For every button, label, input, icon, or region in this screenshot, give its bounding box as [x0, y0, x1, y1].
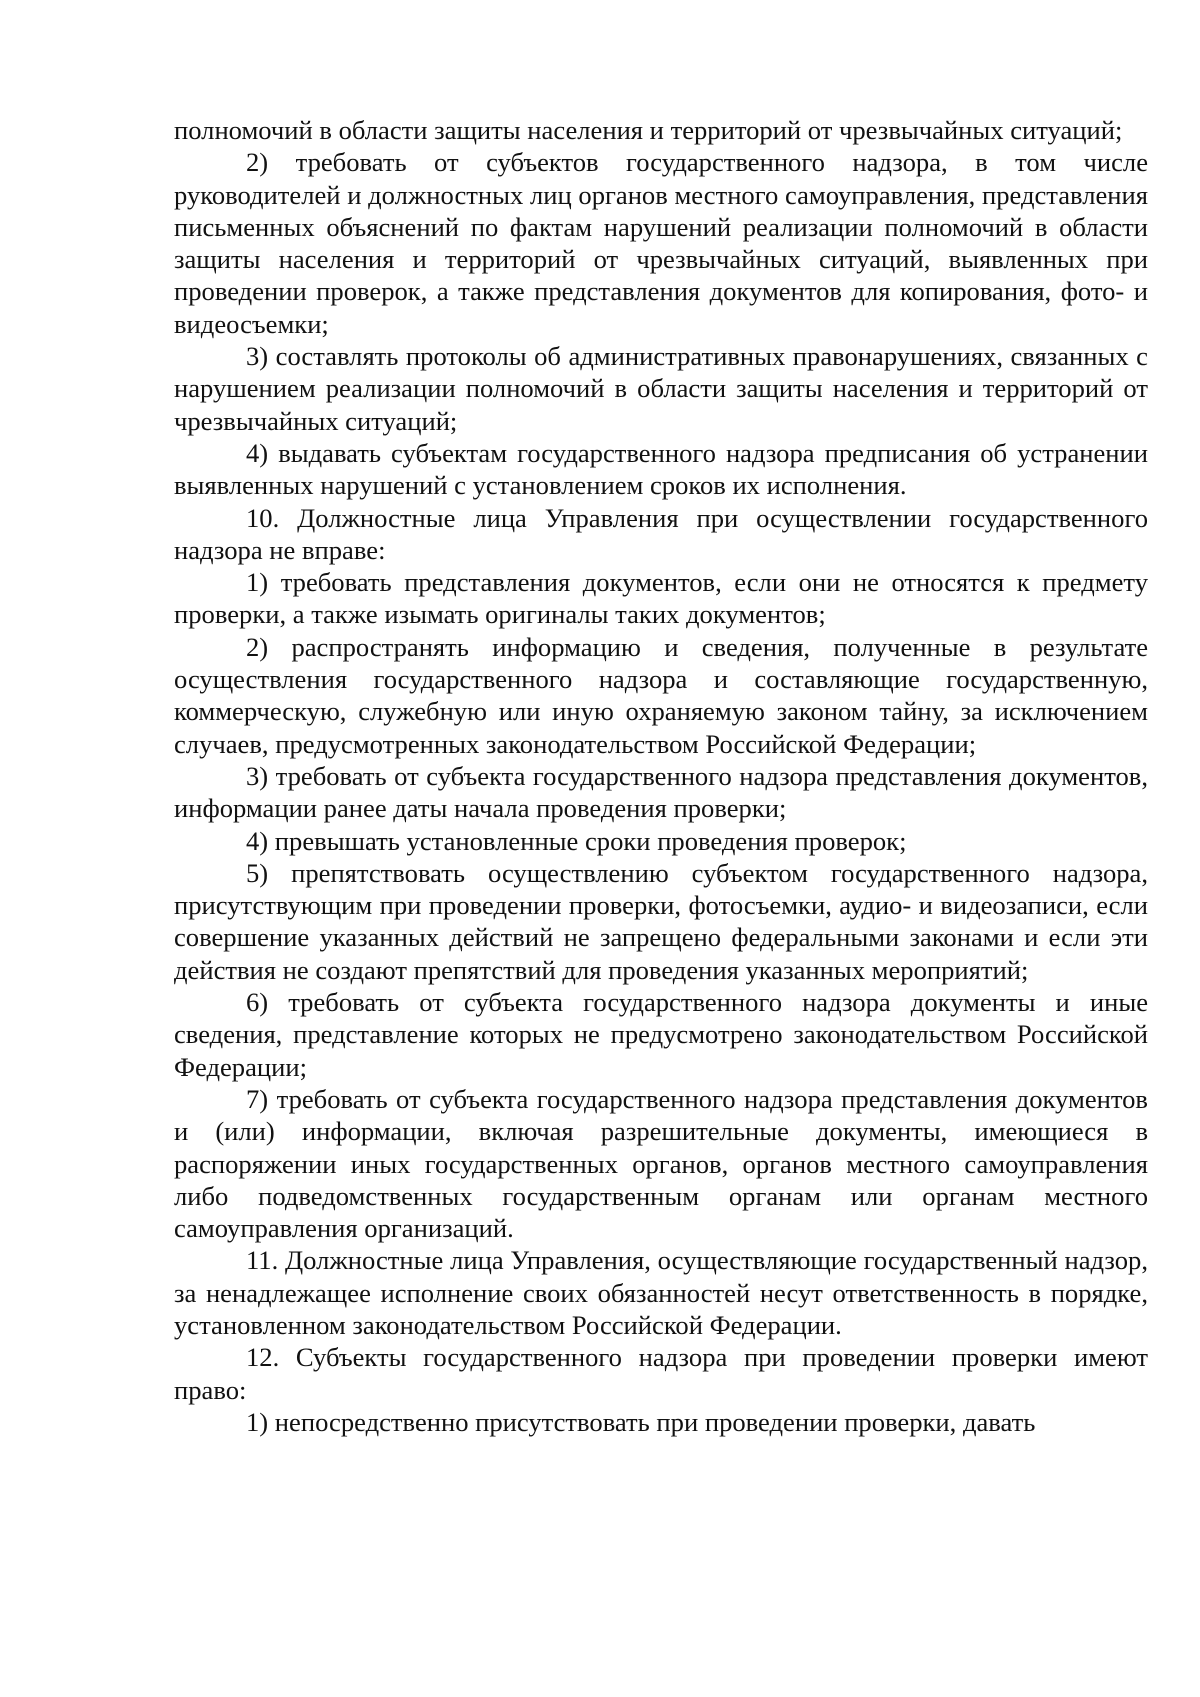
paragraph-continuation: полномочий в области защиты населения и территорий от чрезвычайных ситуаций;: [174, 115, 1123, 145]
paragraph-item-4: 4) выдавать субъектам государственного надзора предписания об устранении выявленных нарушений с установлением сроков их исполнения.: [174, 437, 1148, 501]
paragraph-clause-10-item-7: 7) требовать от субъекта государственного надзора представления документов и (или) информации, включая разрешительные документы, имеющиеся в распоряжении иных государственных органов, органов местного самоуправления либо подведомственных государственным органам или органам местного самоуправления организаций.: [174, 1083, 1148, 1244]
document-page: [174, 114, 1148, 1438]
paragraph-clause-10-item-2: 2) распространять информацию и сведения, полученные в результате осуществления государственного надзора и составляющие государственную, коммерческую, служебную или иную охраняемую законом тайну, за исключением случаев, предусмотренных законодательством Российской Федерации;: [174, 631, 1148, 759]
paragraph-clause-10-item-6: 6) требовать от субъекта государственного надзора документы и иные сведения, представление которых не предусмотрено законодательством Российской Федерации;: [174, 987, 1148, 1082]
paragraph-clause-11: 11. Должностные лица Управления, осуществляющие государственный надзор, за ненадлежащее исполнение своих обязанностей несут ответственность в порядке, установленном законодательством Российской Федерации.: [174, 1245, 1148, 1340]
paragraph-clause-10: 10. Должностные лица Управления при осуществлении государственного надзора не вправе:: [174, 502, 1148, 565]
paragraph-clause-10-item-3: 3) требовать от субъекта государственного надзора представления документов, информации ранее даты начала проведения проверки;: [174, 760, 1148, 824]
paragraph-clause-10-item-5: 5) препятствовать осуществлению субъектом государственного надзора, присутствующим при проведении проверки, фотосъемки, аудио- и видеозаписи, если совершение указанных действий не запрещено федеральными законами и если эти действия не создают препятствий для проведения указанных мероприятий;: [174, 857, 1148, 985]
paragraph-item-2: 2) требовать от субъектов государственного надзора, в том числе руководителей и должностных лиц органов местного самоуправления, представления письменных объяснений по фактам нарушений реализации полномочий в области защиты населения и территорий от чрезвычайных ситуаций, выявленных при проведении проверок, а также представления документов для копирования, фото- и видеосъемки;: [174, 147, 1148, 339]
paragraph-clause-12-item-1: 1) непосредственно присутствовать при проведении проверки, давать: [246, 1406, 1036, 1437]
paragraph-clause-10-item-1: 1) требовать представления документов, если они не относятся к предмету проверки, а также изымать оригиналы таких документов;: [174, 567, 1148, 630]
paragraph-clause-12: 12. Субъекты государственного надзора при проведении проверки имеют право:: [174, 1342, 1148, 1405]
paragraph-clause-10-item-4: 4) превышать установленные сроки проведения проверок;: [246, 825, 907, 856]
paragraph-item-3: 3) составлять протоколы об административных правонарушениях, связанных с нарушением реализации полномочий в области защиты населения и территорий от чрезвычайных ситуаций;: [174, 341, 1148, 436]
